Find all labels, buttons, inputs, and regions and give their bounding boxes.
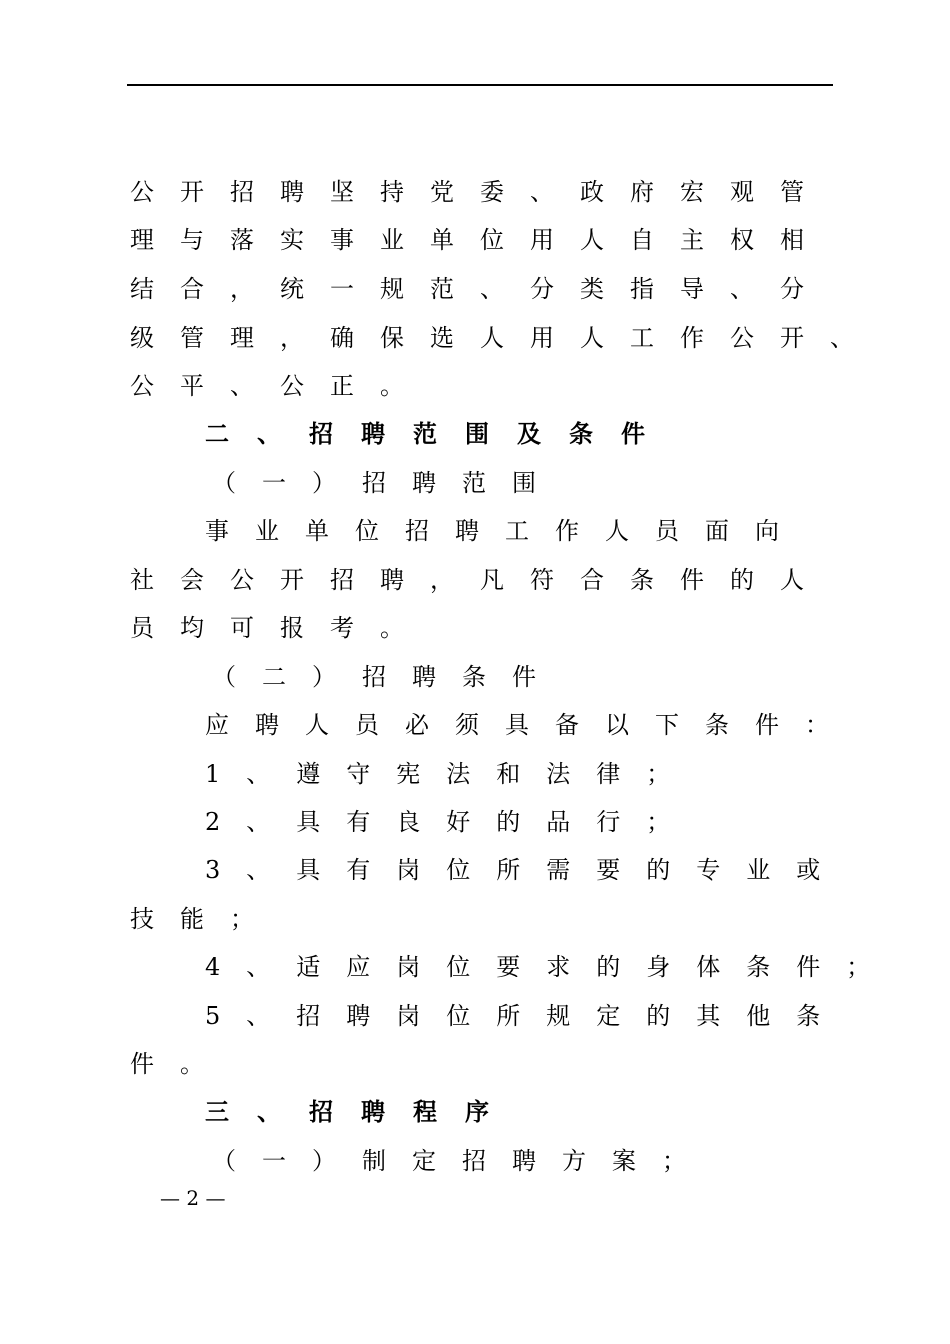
paragraph-line: 员均可报考。	[130, 614, 430, 642]
list-item: 5、招聘岗位所规定的其他条	[205, 1002, 847, 1030]
paragraph-line: 事业单位招聘工作人员面向	[205, 517, 805, 545]
list-item-continuation: 件。	[130, 1050, 230, 1078]
paragraph-line: 结合，统一规范、分类指导、分	[130, 275, 830, 303]
header-rule	[127, 84, 833, 86]
subsection-heading: （一）制定招聘方案；	[212, 1147, 712, 1175]
section-heading-2: 二、招聘范围及条件	[205, 420, 673, 448]
paragraph-line: 公开招聘坚持党委、政府宏观管	[130, 178, 830, 206]
subsection-heading: （二）招聘条件	[212, 663, 562, 691]
list-item: 4、适应岗位要求的身体条件；	[205, 953, 897, 981]
paragraph-line: 社会公开招聘，凡符合条件的人	[130, 566, 830, 594]
page-number: — 2 —	[160, 1186, 226, 1210]
list-item-continuation: 技能；	[130, 905, 280, 933]
paragraph-line: 公平、公正。	[130, 372, 430, 400]
section-heading-3: 三、招聘程序	[205, 1098, 517, 1126]
paragraph-line: 理与落实事业单位用人自主权相	[130, 226, 830, 254]
subsection-heading: （一）招聘范围	[212, 469, 562, 497]
paragraph-line: 应聘人员必须具备以下条件：	[205, 711, 855, 739]
list-item: 3、具有岗位所需要的专业或	[205, 856, 847, 884]
list-item: 1、遵守宪法和法律；	[205, 760, 697, 788]
list-item: 2、具有良好的品行；	[205, 808, 697, 836]
paragraph-line: 级管理，确保选人用人工作公开、	[130, 324, 880, 352]
